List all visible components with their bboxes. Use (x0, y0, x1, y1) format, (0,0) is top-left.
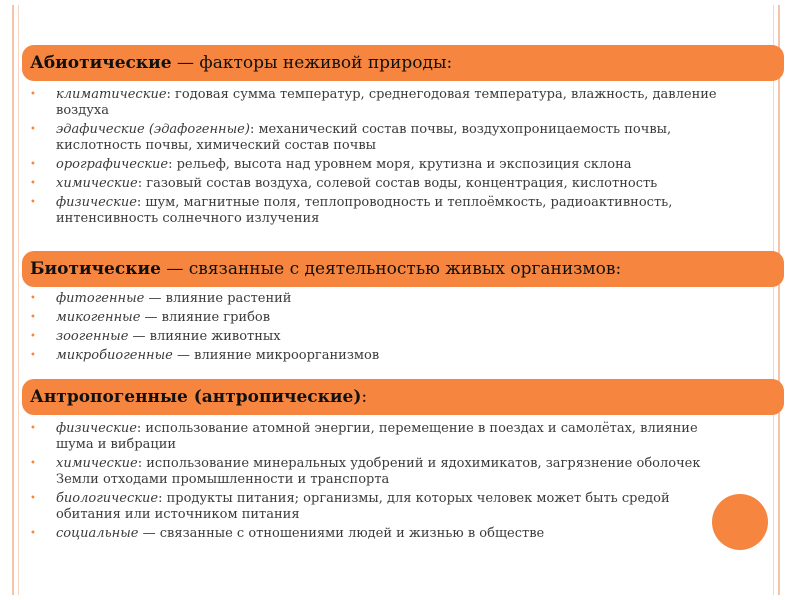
item-text: : использование атомной энергии, перемещение в поездах и самолётах, влияние (136, 421, 698, 436)
item-text: — связанные с отношениями людей и жизнью в обществе (138, 526, 545, 541)
list-item (30, 526, 730, 542)
list-item (30, 87, 730, 119)
item-text: : годовая сумма температур, среднегодовая температура, влажность, давление (166, 87, 717, 102)
slide-edge-line-left (18, 5, 19, 595)
item-term: орографические (56, 157, 169, 172)
item-text-continuation: обитания или источником питания (56, 507, 300, 522)
abiotic-list (30, 87, 730, 230)
item-text: : газовый состав воздуха, солевой состав воды, концентрация, кислотность (137, 176, 658, 191)
item-term: микогенные (56, 310, 141, 325)
list-item (30, 157, 730, 173)
bullet-icon: • (30, 312, 36, 323)
item-text: — влияние микроорганизмов (172, 348, 380, 363)
item-text: : использование минеральных удобрений и ядохимикатов, загрязнение оболочек (137, 456, 701, 471)
item-text-continuation: шума и вибрации (56, 437, 177, 452)
bullet-icon: • (30, 178, 36, 189)
slide-edge-line-right (773, 5, 774, 595)
list-item (30, 456, 730, 488)
biotic-list (30, 291, 730, 367)
item-text: : механический состав почвы, воздухопроницаемость почвы, (249, 122, 672, 137)
item-text-continuation: кислотность почвы, химический состав почвы (56, 138, 376, 153)
item-term: химические (56, 176, 138, 191)
bullet-icon: • (30, 197, 36, 208)
bullet-icon: • (30, 528, 36, 539)
list-item (30, 329, 730, 345)
bullet-icon: • (30, 159, 36, 170)
bullet-icon: • (30, 493, 36, 504)
item-text: — влияние растений (144, 291, 292, 306)
item-text: — влияние грибов (140, 310, 271, 325)
abiotic-title-rest: — факторы неживой природы: (171, 53, 453, 73)
list-item (30, 176, 730, 192)
abiotic-title-bold: Абиотические (30, 53, 172, 73)
bullet-icon: • (30, 350, 36, 361)
item-term: климатические (56, 87, 167, 102)
anthropogenic-title-rest: : (361, 387, 368, 407)
item-term: физические (56, 195, 137, 210)
item-term: фитогенные (56, 291, 145, 306)
item-text-continuation: Земли отходами промышленности и транспорта (56, 472, 390, 487)
bullet-icon: • (30, 293, 36, 304)
item-term: микробиогенные (56, 348, 173, 363)
item-text: — влияние животных (128, 329, 281, 344)
anthropogenic-banner (22, 379, 784, 415)
biotic-banner (22, 251, 784, 287)
list-item (30, 348, 730, 364)
anthropogenic-title-bold: Антропогенные (антропические) (30, 387, 362, 407)
item-term: эдафические (эдафогенные) (56, 122, 250, 137)
list-item (30, 291, 730, 307)
item-term: химические (56, 456, 138, 471)
item-text: : рельеф, высота над уровнем моря, крутизна и экспозиция склона (168, 157, 632, 172)
decorative-circle (712, 494, 768, 550)
abiotic-banner (22, 45, 784, 81)
list-item (30, 421, 730, 453)
list-item (30, 195, 730, 227)
bullet-icon: • (30, 124, 36, 135)
item-text: : продукты питания; организмы, для которых человек может быть средой (158, 491, 670, 506)
anthropogenic-list (30, 421, 730, 545)
item-term: биологические (56, 491, 159, 506)
item-text-continuation: воздуха (56, 103, 109, 118)
biotic-title-rest: — связанные с деятельностью живых организмов: (160, 259, 622, 279)
item-term: социальные (56, 526, 139, 541)
biotic-title-bold: Биотические (30, 259, 161, 279)
bullet-icon: • (30, 89, 36, 100)
list-item (30, 122, 730, 154)
bullet-icon: • (30, 423, 36, 434)
bullet-icon: • (30, 331, 36, 342)
item-text-continuation: интенсивность солнечного излучения (56, 211, 320, 226)
item-term: зоогенные (56, 329, 129, 344)
item-term: физические (56, 421, 137, 436)
list-item (30, 491, 730, 523)
bullet-icon: • (30, 458, 36, 469)
list-item (30, 310, 730, 326)
item-text: : шум, магнитные поля, теплопроводность и теплоёмкость, радиоактивность, (136, 195, 673, 210)
